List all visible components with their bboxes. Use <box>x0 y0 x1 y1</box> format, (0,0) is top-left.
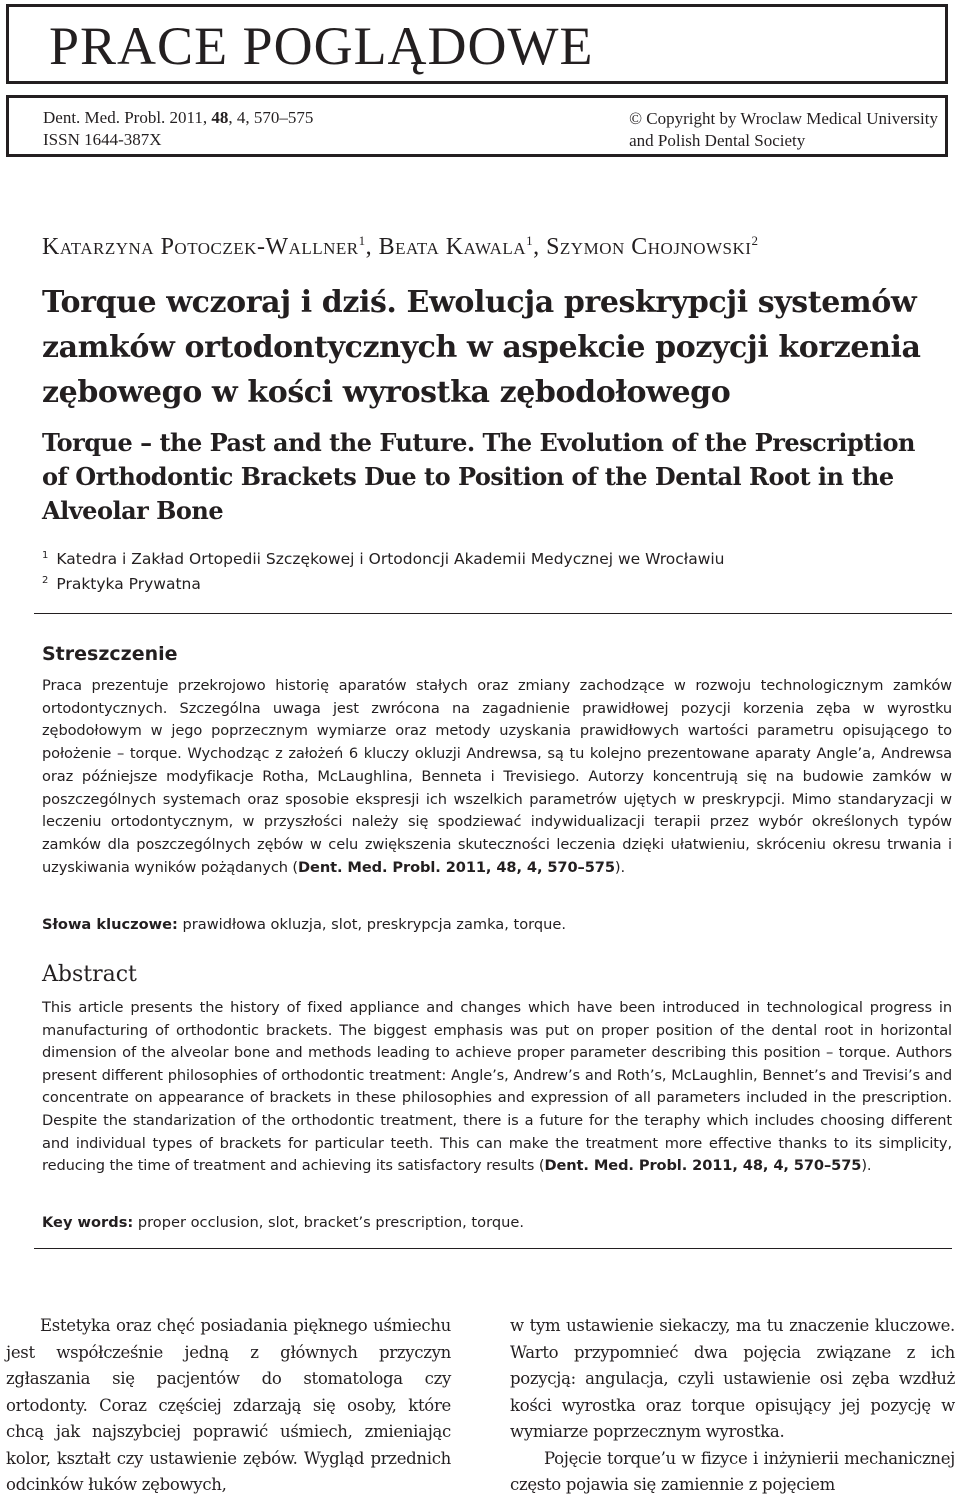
author-name: Katarzyna Potoczek-Wallner <box>42 234 359 260</box>
keywords-label: Słowa kluczowe: <box>42 916 178 933</box>
streszczenie-keywords <box>42 916 566 933</box>
copyright-line-1: © Copyright by Wroclaw Medical University <box>629 109 938 128</box>
abstract-keywords <box>42 1214 524 1231</box>
abstract-body <box>42 997 952 1178</box>
divider <box>34 1248 952 1249</box>
keywords-label: Key words: <box>42 1214 134 1231</box>
keywords-text: proper occlusion, slot, bracket’s prescription, torque. <box>133 1214 524 1231</box>
citation-volume: 48 <box>211 108 229 127</box>
body-paragraph: w tym ustawienie siekaczy, ma tu znaczenie kluczowe. Warto przypomnieć dwa pojęcia związane z ich pozycją: angulacja, czyli ustawienie osi zęba wzdłuż kości wyrostka oraz torque opisujący jej pozycję w wymiarze poprzecznym wyrostka. <box>510 1316 955 1441</box>
abstract-text: This article presents the history of fixed appliance and changes which have been introduced in technological progress in manufacturing of orthodontic brackets. The biggest emphasis was put on proper position of the dental root in horizontal dimension of the alveolar bone and methods leading to achieve proper parameter describing this position – torque. Authors present different philosophies of orthodontic treatment: Angle’s, Andrew’s and Roth’s, McLaughlin, Bennet’s and Trevisi’s and concentrate on appearance of brackets in these philosophies and expression of all parameters included in the prescription. Despite the standarization of the orthodontic treatment, there is a future for the teraphy which includes choosing different and individual types of brackets for particular teeth. This can make the treatment more effective thanks to its simplicity, reducing the time of treatment and achieving its satisfactory results ( <box>42 999 952 1175</box>
article-title-english: Torque – the Past and the Future. The Evolution of the Prescription of Orthodontic Brackets Due to Position of the Dental Root in the Alveolar Bone <box>42 428 915 525</box>
affiliation-text: Praktyka Prywatna <box>56 575 201 594</box>
author-affiliation-number: 1 <box>358 233 366 248</box>
abstract-heading: Abstract <box>42 962 137 987</box>
streszczenie-citation: Dent. Med. Probl. 2011, 48, 4, 570–575 <box>298 858 615 876</box>
affiliation-2 <box>42 575 201 593</box>
streszczenie-heading: Streszczenie <box>42 643 178 665</box>
body-column-left <box>6 1313 451 1499</box>
citation-suffix: , 4, 570–575 <box>228 108 314 127</box>
streszczenie-end: ). <box>614 858 626 876</box>
streszczenie-text: Praca prezentuje przekrojowo historię aparatów stałych oraz zmiany zachodzące w rozwoju technologicznym zamków ortodontycznych. Szczególna uwaga jest zwrócona na zagadnienie prawidłowej pozycji korzenia zęba w wyrostku zębodołowym w jego poprzecznym wymiarze oraz metody uzyskania prawidłowych wartości parametru opisującego to położenie – torque. Wychodząc z założeń 6 kluczy okluzji Andrewsa, są tu kolejno prezentowane aparaty Angle’a, Andrewsa oraz późniejsze modyfikacje Rotha, McLaughlina, Benneta i Trevisiego. Autorzy koncentrują się na budowie zamków w poszczególnych systemach oraz sposobie ekspresji ich wszelkich parametrów ujętych w preskrypcji. Mimo standaryzacji w leczeniu ortodontycznym, w przyszłości należy się spodziewać indywidualizacji terapii przez wybór określonych typów zamków dla poszczególnych zębów w celu zwiększenia skuteczności leczenia dzięki ułatwieniu, skróceniu okresu trwania i uzyskiwania wyników pożądanych ( <box>42 677 952 876</box>
citation-prefix: Dent. Med. Probl. 2011, <box>43 108 212 127</box>
divider <box>34 613 952 614</box>
author-name: Beata Kawala <box>378 234 527 260</box>
abstract-end: ). <box>861 1157 872 1175</box>
section-banner <box>6 4 948 84</box>
body-paragraph: Estetyka oraz chęć posiadania pięknego uśmiechu jest współcześnie jedną z głównych przyczyn zgłaszania się pacjentów do stomatologa czy ortodonty. Coraz częściej zdarzają się osoby, które chcą jak najszybciej poprawić uśmiech, zmieniając kolor, kształt czy ustawienie zębów. Wygląd przednich odcinków łuków zębowych, <box>6 1316 451 1494</box>
copyright-notice <box>629 108 938 152</box>
author-affiliation-number: 2 <box>751 233 759 248</box>
section-label: PRACE POGLĄDOWE <box>49 16 594 76</box>
affiliation-text: Katedra i Zakład Ortopedii Szczękowej i Ortodoncji Akademii Medycznej we Wrocławiu <box>56 550 725 569</box>
copyright-line-2: and Polish Dental Society <box>629 131 806 150</box>
issn: ISSN 1644-387X <box>43 130 162 149</box>
affiliation-number: 2 <box>42 575 49 586</box>
journal-info-box <box>6 95 948 157</box>
affiliation-1 <box>42 550 725 568</box>
article-title-polish: Torque wczoraj i dziś. Ewolucja preskrypcji systemów zamków ortodontycznych w aspekcie pozycji korzenia zębowego w kości wyrostka zębodołowego <box>42 285 921 410</box>
abstract-citation: Dent. Med. Probl. 2011, 48, 4, 570–575 <box>544 1157 862 1175</box>
author-name: Szymon Chojnowski <box>546 234 752 260</box>
journal-citation <box>43 107 313 151</box>
author-affiliation-number: 1 <box>526 233 534 248</box>
streszczenie-body <box>42 675 952 879</box>
affiliation-number: 1 <box>42 550 49 561</box>
body-column-right <box>510 1313 955 1499</box>
body-paragraph: Pojęcie torque’u w fizyce i inżynierii mechanicznej często pojawia się zamiennie z pojęciem <box>510 1448 955 1494</box>
keywords-text: prawidłowa okluzja, slot, preskrypcja zamka, torque. <box>177 916 567 933</box>
author-list: Katarzyna Potoczek-Wallner$^1$, Beata Kawala$^1$, Szymon Chojnowski$^2$ <box>42 233 759 260</box>
